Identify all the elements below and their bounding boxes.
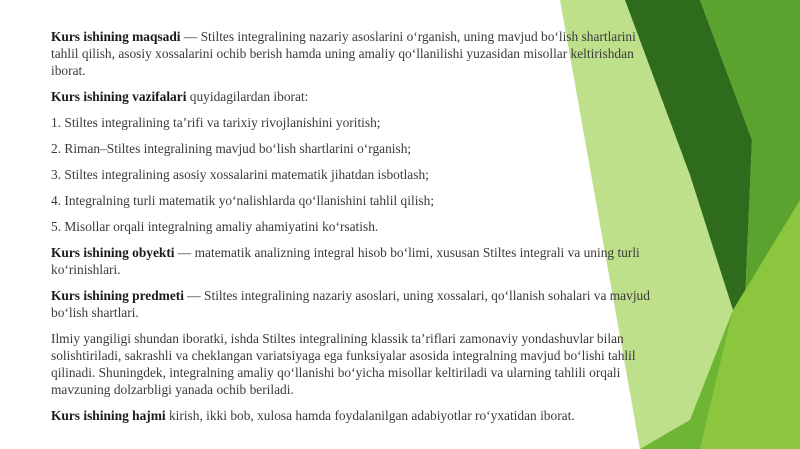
paragraph-heading: Kurs ishining obyekti bbox=[51, 245, 175, 260]
paragraph-text: — Stiltes integralining nazariy asoslari, uning xossalari, qo‘llanish sohalari va mavjud bo‘lish shartlari. bbox=[51, 288, 650, 320]
paragraph bbox=[51, 28, 651, 79]
task-item: 3. Stiltes integralining asosiy xossalarini matematik jihatdan isbotlash; bbox=[51, 167, 429, 182]
tasks-list bbox=[51, 114, 651, 235]
paragraph-heading: Kurs ishining predmeti bbox=[51, 288, 184, 303]
paragraph bbox=[51, 407, 651, 424]
text-content bbox=[51, 28, 651, 433]
paragraph-text: quyidagilardan iborat: bbox=[186, 89, 309, 104]
paragraph-heading: Kurs ishining maqsadi bbox=[51, 29, 181, 44]
paragraph-text: Ilmiy yangiligi shundan iboratki, ishda Stiltes integralining klassik ta’riflari zamonaviy yondashuvlar bilan solishtiriladi, sakrashli va cheklangan variatsiyaga ega funksiyalar asosida integralning mavjud bo‘lishi tahlil qilinadi. Shuningdek, integralning amaliy qo‘llanishi bo‘yicha misollar keltiriladi va ularning tahlili orqali mavzuning dolzarbligi yanada ochib beriladi. bbox=[51, 331, 636, 397]
paragraph bbox=[51, 88, 651, 105]
paragraph-text: — Stiltes integralining nazariy asoslarini o‘rganish, uning mavjud bo‘lish shartlarini tahlil qilish, asosiy xossalarini ochib berish hamda uning amaliy qo‘llanilishi yuzasidan misollar keltirishdan iborat. bbox=[51, 29, 636, 78]
paragraph-text: kirish, ikki bob, xulosa hamda foydalanilgan adabiyotlar ro‘yxatidan iborat. bbox=[165, 408, 575, 423]
task-item: 2. Riman–Stiltes integralining mavjud bo‘lish shartlarini o‘rganish; bbox=[51, 141, 412, 156]
paragraph-heading: Kurs ishining vazifalari bbox=[51, 89, 187, 104]
paragraph bbox=[51, 330, 651, 398]
paragraph bbox=[51, 287, 651, 321]
paragraph bbox=[51, 244, 651, 278]
paragraph-text: — matematik analizning integral hisob bo‘limi, xususan Stiltes integrali va uning turli ko‘rinishlari. bbox=[51, 245, 640, 277]
task-item: 1. Stiltes integralining ta’rifi va tarixiy rivojlanishini yoritish; bbox=[51, 115, 381, 130]
task-item: 4. Integralning turli matematik yo‘nalishlarda qo‘llanishini tahlil qilish; bbox=[51, 193, 435, 208]
paragraph-heading: Kurs ishining hajmi bbox=[51, 408, 166, 423]
task-item: 5. Misollar orqali integralning amaliy ahamiyatini ko‘rsatish. bbox=[51, 219, 379, 234]
